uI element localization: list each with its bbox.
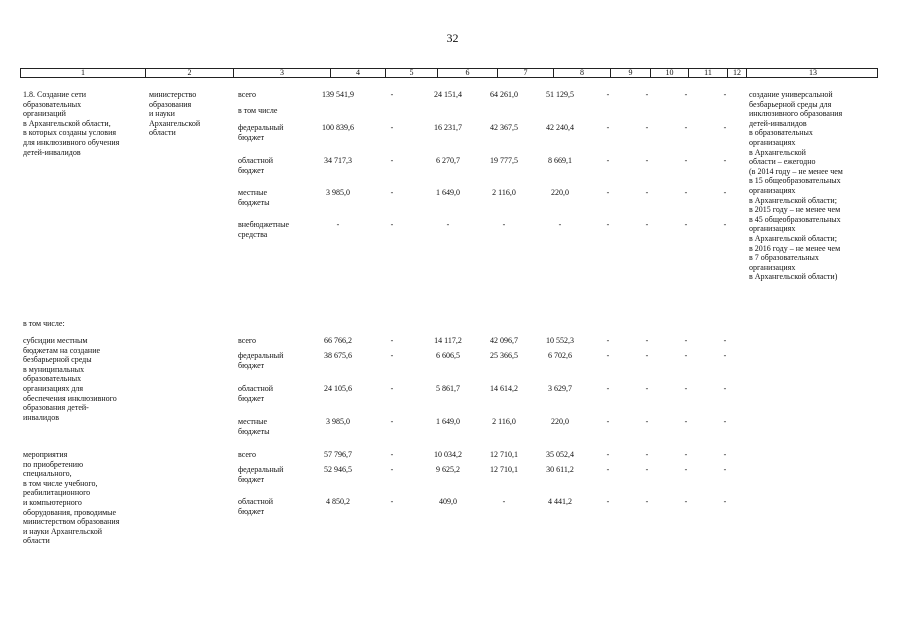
table-cell: 5 861,7 xyxy=(436,384,460,393)
table-cell: 4 441,2 xyxy=(548,497,572,506)
table-cell: - xyxy=(684,417,688,426)
measure-name: субсидии местным бюджетам на создание безбарьерной среды в муниципальных образовательных организациях для обеспечения инклюзивного образования детей- инвалидов xyxy=(23,336,117,422)
table-cell: - xyxy=(390,336,394,345)
table-cell: 1 649,0 xyxy=(436,417,460,426)
table-cell: 14 117,2 xyxy=(434,336,462,345)
expected-result: создание универсальной безбарьерной среды для инклюзивного образования детей-инвалидов в образовательных организациях в Архангельской области – ежегодно (в 2014 году – не менее чем в 15 общеобразовательных организациях в Архангельской области; в 2015 году – не менее чем в 45 общеобразовательных организациях в Архангельской области; в 2016 году – не менее чем в 7 образовательных организациях в Архангельской области) xyxy=(749,90,843,282)
table-cell: 19 777,5 xyxy=(490,156,518,165)
table-cell: 3 985,0 xyxy=(326,188,350,197)
table-cell: 52 946,5 xyxy=(324,465,352,474)
funding-source: всего xyxy=(238,450,257,459)
table-cell: - xyxy=(606,336,610,345)
table-cell: - xyxy=(723,90,727,99)
table-cell: 24 151,4 xyxy=(434,90,462,99)
table-cell: - xyxy=(684,336,688,345)
table-cell: 6 606,5 xyxy=(436,351,460,360)
table-cell: - xyxy=(723,465,727,474)
table-cell: 409,0 xyxy=(439,497,457,506)
table-cell: - xyxy=(606,188,610,197)
table-cell: - xyxy=(723,156,727,165)
table-cell: 66 766,2 xyxy=(324,336,352,345)
table-cell: - xyxy=(645,90,649,99)
table-cell: - xyxy=(684,156,688,165)
column-header-7: 7 xyxy=(498,69,554,77)
funding-source: областной бюджет xyxy=(238,497,274,516)
table-cell: - xyxy=(390,220,394,229)
table-cell: - xyxy=(606,90,610,99)
table-cell: 9 625,2 xyxy=(436,465,460,474)
table-cell: - xyxy=(684,90,688,99)
table-cell: - xyxy=(723,497,727,506)
page-number: 32 xyxy=(446,31,459,45)
column-header-2: 2 xyxy=(146,69,234,77)
measure-name: 1.8. Создание сети образовательных организаций в Архангельской области, в которых созданы условия для инклюзивного обучения детей-инвалидов xyxy=(23,90,120,157)
funding-source: федеральный бюджет xyxy=(238,351,284,370)
table-cell: - xyxy=(684,188,688,197)
table-cell: - xyxy=(390,450,394,459)
table-cell: - xyxy=(446,220,450,229)
table-cell: - xyxy=(723,123,727,132)
table-cell: 14 614,2 xyxy=(490,384,518,393)
table-cell: - xyxy=(502,497,506,506)
table-cell: 139 541,9 xyxy=(322,90,354,99)
table-cell: 38 675,6 xyxy=(324,351,352,360)
table-cell: - xyxy=(684,497,688,506)
table-cell: - xyxy=(684,384,688,393)
table-cell: - xyxy=(645,336,649,345)
table-cell: - xyxy=(684,465,688,474)
table-cell: 12 710,1 xyxy=(490,450,518,459)
table-cell: - xyxy=(723,220,727,229)
column-number-header xyxy=(20,68,878,78)
table-cell: - xyxy=(645,156,649,165)
funding-source: местные бюджеты xyxy=(238,188,270,207)
table-cell: - xyxy=(606,156,610,165)
table-cell: 8 669,1 xyxy=(548,156,572,165)
funding-source: областной бюджет xyxy=(238,156,274,175)
budget-table xyxy=(20,68,878,546)
column-header-8: 8 xyxy=(554,69,611,77)
table-cell: 25 366,5 xyxy=(490,351,518,360)
table-cell: 30 611,2 xyxy=(546,465,574,474)
table-cell: - xyxy=(606,351,610,360)
table-cell: 2 116,0 xyxy=(492,188,516,197)
table-cell: 100 839,6 xyxy=(322,123,354,132)
table-cell: 3 985,0 xyxy=(326,417,350,426)
table-cell: - xyxy=(606,450,610,459)
table-cell: - xyxy=(645,450,649,459)
table-cell: 42 096,7 xyxy=(490,336,518,345)
funding-source: федеральный бюджет xyxy=(238,465,284,484)
table-cell: - xyxy=(390,188,394,197)
table-cell: - xyxy=(645,188,649,197)
table-cell: - xyxy=(723,384,727,393)
funding-source: федеральный бюджет xyxy=(238,123,284,142)
table-cell: 10 552,3 xyxy=(546,336,574,345)
measure-name: мероприятия по приобретению специального, в том числе учебного, реабилитационного и компьютерного оборудования, проводимые министерством образования и науки Архангельской области xyxy=(23,450,120,546)
table-cell: - xyxy=(390,417,394,426)
table-cell: - xyxy=(390,90,394,99)
column-header-11: 11 xyxy=(689,69,728,77)
table-cell: 64 261,0 xyxy=(490,90,518,99)
table-cell: - xyxy=(606,465,610,474)
table-cell: 1 649,0 xyxy=(436,188,460,197)
column-header-9: 9 xyxy=(611,69,651,77)
column-header-10: 10 xyxy=(651,69,689,77)
table-cell: - xyxy=(390,465,394,474)
table-cell: - xyxy=(723,450,727,459)
table-cell: 57 796,7 xyxy=(324,450,352,459)
table-cell: - xyxy=(606,220,610,229)
table-cell: - xyxy=(723,417,727,426)
column-header-13: 13 xyxy=(809,68,817,77)
table-cell: - xyxy=(684,351,688,360)
table-cell: - xyxy=(390,156,394,165)
table-cell: 2 116,0 xyxy=(492,417,516,426)
table-cell: - xyxy=(390,497,394,506)
column-header-5: 5 xyxy=(386,69,438,77)
table-cell: 12 710,1 xyxy=(490,465,518,474)
column-header-3: 3 xyxy=(234,69,331,77)
table-cell: - xyxy=(645,465,649,474)
table-cell: - xyxy=(390,351,394,360)
table-cell: 4 850,2 xyxy=(326,497,350,506)
executor: министерство образования и науки Архангельской области xyxy=(149,90,201,138)
table-cell: - xyxy=(606,497,610,506)
table-cell: - xyxy=(723,336,727,345)
table-cell: - xyxy=(723,188,727,197)
table-cell: 3 629,7 xyxy=(548,384,572,393)
table-cell: 24 105,6 xyxy=(324,384,352,393)
table-cell: 42 240,4 xyxy=(546,123,574,132)
column-header-1: 1 xyxy=(21,69,146,77)
table-cell: - xyxy=(390,123,394,132)
table-cell: - xyxy=(645,123,649,132)
table-cell: 51 129,5 xyxy=(546,90,574,99)
table-cell: - xyxy=(645,351,649,360)
column-header-12: 12 xyxy=(728,69,747,77)
table-cell: - xyxy=(645,417,649,426)
table-cell: - xyxy=(558,220,562,229)
table-cell: - xyxy=(606,384,610,393)
table-cell: - xyxy=(390,384,394,393)
table-cell: 6 702,6 xyxy=(548,351,572,360)
table-cell: - xyxy=(684,123,688,132)
table-cell: 35 052,4 xyxy=(546,450,574,459)
table-cell: - xyxy=(684,220,688,229)
funding-source: внебюджетные средства xyxy=(238,220,289,239)
funding-source: всего xyxy=(238,90,257,99)
table-cell: - xyxy=(723,351,727,360)
column-header-4: 4 xyxy=(331,69,386,77)
table-cell: 42 367,5 xyxy=(490,123,518,132)
funding-source: всего xyxy=(238,336,257,345)
table-cell: - xyxy=(684,450,688,459)
funding-source: областной бюджет xyxy=(238,384,274,403)
table-cell: 10 034,2 xyxy=(434,450,462,459)
including-label: в том числе: xyxy=(23,319,65,328)
table-cell: 220,0 xyxy=(551,188,569,197)
table-cell: - xyxy=(606,417,610,426)
table-cell: - xyxy=(502,220,506,229)
table-cell: 6 270,7 xyxy=(436,156,460,165)
funding-source: местные бюджеты xyxy=(238,417,270,436)
funding-source: в том числе xyxy=(238,106,278,115)
table-cell: 34 717,3 xyxy=(324,156,352,165)
table-cell: - xyxy=(645,384,649,393)
table-cell: - xyxy=(645,497,649,506)
table-cell: - xyxy=(606,123,610,132)
table-cell: 16 231,7 xyxy=(434,123,462,132)
table-cell: 220,0 xyxy=(551,417,569,426)
column-header-6: 6 xyxy=(438,69,498,77)
table-cell: - xyxy=(645,220,649,229)
table-cell: - xyxy=(336,220,340,229)
